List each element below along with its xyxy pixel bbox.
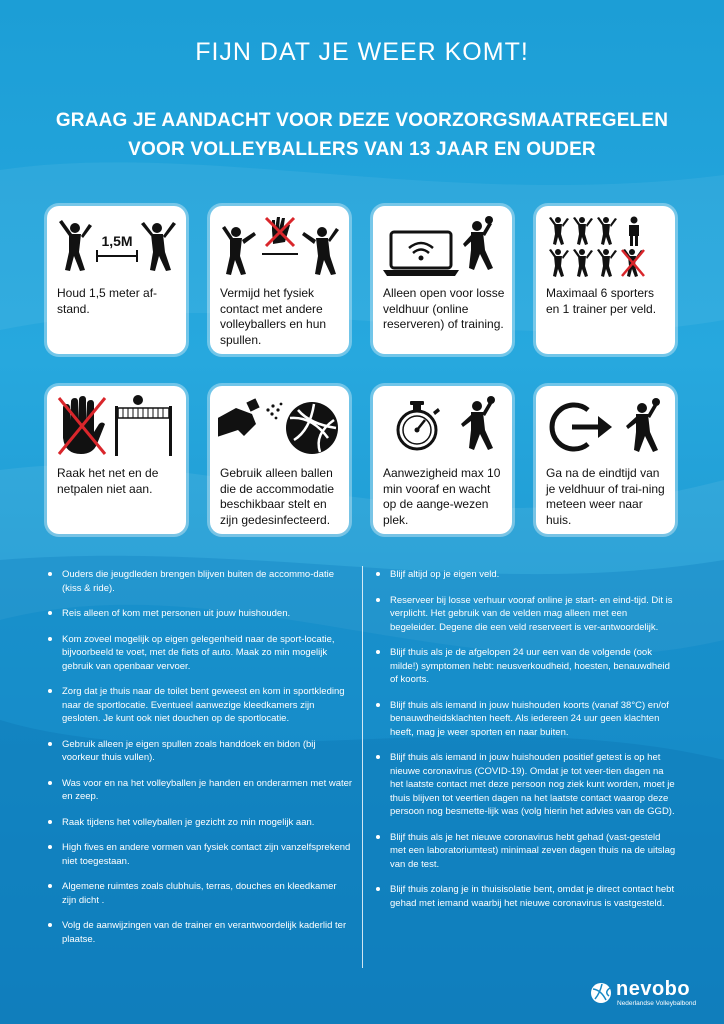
subtitle-line-1: GRAAG JE AANDACHT VOOR DEZE VOORZORGSMAATREGELEN bbox=[55, 110, 669, 131]
page-title: FIJN DAT JE WEER KOMT! bbox=[195, 38, 529, 66]
rules-right-list bbox=[376, 568, 676, 910]
list-item: Was voor en na het volleyballen je handen en onderarmen met water en zeep. bbox=[48, 777, 353, 804]
card-laptop bbox=[373, 206, 512, 354]
card-no-contact bbox=[210, 206, 349, 354]
card-text: Alleen open voor losse veldhuur (online reserveren) of training. bbox=[383, 286, 505, 331]
card-text: Raak het net en de netpalen niet aan. bbox=[57, 466, 159, 496]
list-item: High fives en andere vormen van fysiek contact zijn vanzelfsprekend niet toegestaan. bbox=[48, 841, 353, 868]
card-text: Aanwezigheid max 10 min vooraf en wacht op de aange-wezen plek. bbox=[383, 466, 501, 527]
list-item: Volg de aanwijzingen van de trainer en verantwoordelijk kaderlid ter plaatse. bbox=[48, 919, 353, 946]
laptop-wifi-icon bbox=[381, 214, 504, 278]
card-text: Maximaal 6 sporters en 1 trainer per veld. bbox=[546, 286, 657, 316]
list-item: Zorg dat je thuis naar de toilet bent geweest en kom in sportkleding naar de sportlocatie. Eventueel aanwezige kleedkamers zijn gesloten. Je kunt ook niet douchen op de sportlocatie. bbox=[48, 685, 353, 726]
nevobo-logo[interactable] bbox=[590, 980, 710, 1010]
no-contact-icon bbox=[218, 214, 341, 278]
card-distance bbox=[47, 206, 186, 354]
card-text: Houd 1,5 meter af-stand. bbox=[57, 286, 158, 316]
logo-tagline: Nederlandse Volleybalbond bbox=[617, 1000, 697, 1007]
distance-icon bbox=[55, 214, 178, 278]
rules-right-column bbox=[376, 568, 676, 922]
card-disinfect-ball bbox=[210, 386, 349, 534]
no-touch-net-icon bbox=[55, 394, 178, 458]
column-divider bbox=[362, 566, 363, 968]
card-max-players bbox=[536, 206, 675, 354]
page-subtitle bbox=[0, 106, 724, 164]
exit-icon bbox=[544, 394, 667, 458]
rules-left-column bbox=[48, 568, 353, 958]
list-item: Reis alleen of kom met personen uit jouw huishouden. bbox=[48, 607, 353, 621]
subtitle-line-2: VOOR VOLLEYBALLERS VAN 13 JAAR EN OUDER bbox=[128, 139, 596, 160]
disinfect-ball-icon bbox=[218, 394, 341, 458]
card-stopwatch bbox=[373, 386, 512, 534]
list-item: Blijf thuis als je de afgelopen 24 uur een van de volgende (ook milde!) symptomen hebt: neusverkoudheid, hoesten, benauwdheid of koorts. bbox=[376, 646, 676, 687]
list-item: Raak tijdens het volleyballen je gezicht zo min mogelijk aan. bbox=[48, 816, 353, 830]
stopwatch-icon bbox=[381, 394, 504, 458]
list-item: Blijf thuis als iemand in jouw huishouden positief getest is op het nieuwe coronavirus (COVID-19). Omdat je tot veer-tien dagen na het laatste contact met deze persoon nog ziek kunt worden, moet je thuis blijven tot veertien dagen na het laatste contact waarop deze persoon nog besmette-lijk was (volg hierin het advies van de GGD). bbox=[376, 751, 676, 819]
list-item: Blijf thuis zolang je in thuisisolatie bent, omdat je direct contact hebt gehad met iemand waarbij het nieuwe coronavirus is vastgesteld. bbox=[376, 883, 676, 910]
card-text: Gebruik alleen ballen die de accommodatie beschikbaar stelt en zijn gedesinfecteerd. bbox=[220, 466, 335, 527]
card-exit bbox=[536, 386, 675, 534]
card-no-touch-net bbox=[47, 386, 186, 534]
list-item: Blijf thuis als je het nieuwe coronavirus hebt gehad (vast-gesteld met een laboratoriumtest) minimaal zeven dagen thuis na de uitslag van de test. bbox=[376, 831, 676, 872]
rules-left-list bbox=[48, 568, 353, 946]
list-item: Kom zoveel mogelijk op eigen gelegenheid naar de sport-locatie, bijvoorbeeld te voet, met de fiets of auto. Maak zo min mogelijk gebruik van openbaar vervoer. bbox=[48, 633, 353, 674]
max-players-icon bbox=[544, 214, 667, 278]
list-item: Blijf thuis als iemand in jouw huishouden koorts (vanaf 38°C) en/of benauwdheidsklachten heeft. Als iedereen 24 uur geen klachten heeft, mag je weer sporten en naar buiten. bbox=[376, 699, 676, 740]
card-text: Vermijd het fysiek contact met andere volleyballers en hun spullen. bbox=[220, 286, 327, 347]
list-item: Ouders die jeugdleden brengen blijven buiten de accommo-datie (kiss & ride). bbox=[48, 568, 353, 595]
list-item: Reserveer bij losse verhuur vooraf online je start- en eind-tijd. Dit is verplicht. Het gebruik van de velden mag alleen met een begeleider. Degene die een veld reserveert is ver-antwoordelijk. bbox=[376, 594, 676, 635]
card-text: Ga na de eindtijd van je veldhuur of trai-ning meteen weer naar huis. bbox=[546, 466, 665, 527]
list-item: Algemene ruimtes zoals clubhuis, terras, douches en kleedkamer zijn dicht . bbox=[48, 880, 353, 907]
list-item: Gebruik alleen je eigen spullen zoals handdoek en bidon (bij voorkeur thuis vullen). bbox=[48, 738, 353, 765]
logo-name: nevobo bbox=[616, 978, 691, 1000]
list-item: Blijf altijd op je eigen veld. bbox=[376, 568, 676, 582]
volleyball-logo-icon bbox=[590, 982, 612, 1004]
distance-label: 1,5M bbox=[101, 233, 133, 249]
